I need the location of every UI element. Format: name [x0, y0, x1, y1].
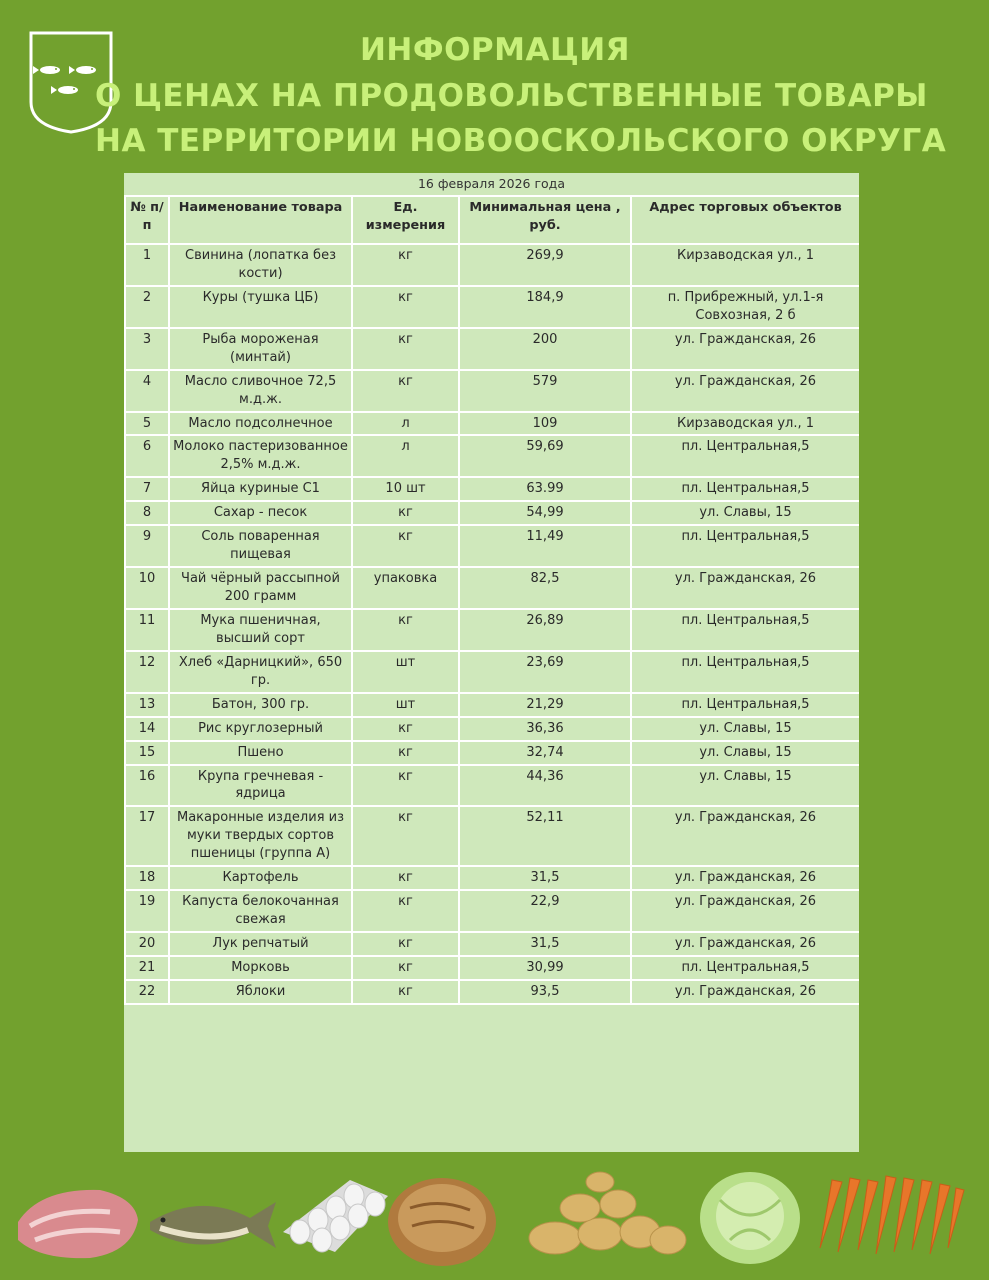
cell-num: 9 [125, 525, 169, 567]
cell-price: 269,9 [459, 244, 631, 286]
cell-price: 54,99 [459, 501, 631, 525]
header-unit: Ед. измерения [352, 196, 459, 244]
cell-address: пл. Центральная,5 [631, 609, 859, 651]
cell-name: Морковь [169, 956, 352, 980]
cell-unit: кг [352, 866, 459, 890]
cell-num: 3 [125, 328, 169, 370]
cell-num: 4 [125, 370, 169, 412]
cell-name: Мука пшеничная, высший сорт [169, 609, 352, 651]
table-row [125, 866, 859, 890]
cell-address: ул. Славы, 15 [631, 765, 859, 807]
cell-name: Масло сливочное 72,5 м.д.ж. [169, 370, 352, 412]
cell-unit: кг [352, 741, 459, 765]
cell-name: Батон, 300 гр. [169, 693, 352, 717]
cell-address: ул. Гражданская, 26 [631, 370, 859, 412]
cell-unit: кг [352, 286, 459, 328]
cell-price: 23,69 [459, 651, 631, 693]
cell-name: Молоко пастеризованное 2,5% м.д.ж. [169, 435, 352, 477]
cell-price: 30,99 [459, 956, 631, 980]
cabbage-icon [700, 1172, 800, 1264]
table-row [125, 244, 859, 286]
cell-address: пл. Центральная,5 [631, 525, 859, 567]
cell-name: Рыба мороженая (минтай) [169, 328, 352, 370]
header-address: Адрес торговых объектов [631, 196, 859, 244]
page-title-line-1: ИНФОРМАЦИЯ [359, 32, 631, 68]
cell-name: Капуста белокочанная свежая [169, 890, 352, 932]
cell-num: 13 [125, 693, 169, 717]
cell-num: 21 [125, 956, 169, 980]
cell-unit: шт [352, 651, 459, 693]
cell-num: 18 [125, 866, 169, 890]
cell-address: ул. Славы, 15 [631, 741, 859, 765]
cell-address: ул. Гражданская, 26 [631, 806, 859, 866]
cell-num: 16 [125, 765, 169, 807]
cell-num: 10 [125, 567, 169, 609]
cell-num: 8 [125, 501, 169, 525]
cell-address: ул. Гражданская, 26 [631, 866, 859, 890]
cell-num: 1 [125, 244, 169, 286]
cell-address: п. Прибрежный, ул.1-я Совхозная, 2 б [631, 286, 859, 328]
cell-name: Крупа гречневая - ядрица [169, 765, 352, 807]
table-row [125, 806, 859, 866]
table-row [125, 567, 859, 609]
cell-name: Хлеб «Дарницкий», 650 гр. [169, 651, 352, 693]
cell-unit: кг [352, 980, 459, 1004]
cell-num: 17 [125, 806, 169, 866]
table-body [125, 244, 859, 1004]
cell-address: пл. Центральная,5 [631, 651, 859, 693]
price-table [124, 195, 859, 1005]
cell-address: пл. Центральная,5 [631, 435, 859, 477]
cell-address: ул. Гражданская, 26 [631, 980, 859, 1004]
cell-num: 15 [125, 741, 169, 765]
cell-unit: упаковка [352, 567, 459, 609]
cell-unit: кг [352, 932, 459, 956]
cell-price: 31,5 [459, 932, 631, 956]
cell-num: 20 [125, 932, 169, 956]
table-row [125, 477, 859, 501]
cell-unit: кг [352, 525, 459, 567]
cell-name: Лук репчатый [169, 932, 352, 956]
cell-price: 21,29 [459, 693, 631, 717]
cell-address: пл. Центральная,5 [631, 956, 859, 980]
food-illustrations [0, 1160, 989, 1280]
cell-price: 109 [459, 412, 631, 436]
cell-address: ул. Славы, 15 [631, 501, 859, 525]
cell-price: 11,49 [459, 525, 631, 567]
cell-price: 36,36 [459, 717, 631, 741]
cell-num: 2 [125, 286, 169, 328]
cell-name: Соль поваренная пищевая [169, 525, 352, 567]
cell-name: Яйца куриные С1 [169, 477, 352, 501]
cell-price: 32,74 [459, 741, 631, 765]
cell-unit: кг [352, 328, 459, 370]
table-row [125, 717, 859, 741]
cell-name: Картофель [169, 866, 352, 890]
cell-address: ул. Гражданская, 26 [631, 890, 859, 932]
cell-unit: 10 шт [352, 477, 459, 501]
cell-name: Сахар - песок [169, 501, 352, 525]
table-row [125, 956, 859, 980]
cell-unit: кг [352, 370, 459, 412]
table-row [125, 741, 859, 765]
potatoes-icon [529, 1172, 686, 1254]
cell-name: Свинина (лопатка без кости) [169, 244, 352, 286]
cell-address: Кирзаводская ул., 1 [631, 412, 859, 436]
table-row [125, 980, 859, 1004]
cell-price: 579 [459, 370, 631, 412]
fish-icon [150, 1202, 276, 1248]
cell-unit: кг [352, 244, 459, 286]
table-row [125, 435, 859, 477]
eggs-icon [283, 1180, 388, 1252]
cell-address: ул. Гражданская, 26 [631, 328, 859, 370]
cell-address: Кирзаводская ул., 1 [631, 244, 859, 286]
table-row [125, 890, 859, 932]
carrots-icon [820, 1176, 964, 1254]
header-num: № п/п [125, 196, 169, 244]
cell-price: 52,11 [459, 806, 631, 866]
cell-num: 14 [125, 717, 169, 741]
page-title-line-2: О ЦЕНАХ НА ПРОДОВОЛЬСТВЕННЫЕ ТОВАРЫ [95, 78, 928, 114]
table-row [125, 501, 859, 525]
cell-name: Масло подсолнечное [169, 412, 352, 436]
cell-address: ул. Гражданская, 26 [631, 932, 859, 956]
table-row [125, 370, 859, 412]
table-row [125, 525, 859, 567]
cell-name: Пшено [169, 741, 352, 765]
table-row [125, 932, 859, 956]
cell-price: 26,89 [459, 609, 631, 651]
meat-icon [18, 1190, 138, 1258]
cell-address: ул. Гражданская, 26 [631, 567, 859, 609]
cell-unit: кг [352, 956, 459, 980]
table-row [125, 328, 859, 370]
cell-unit: кг [352, 717, 459, 741]
bread-icon [388, 1178, 496, 1266]
table-row [125, 609, 859, 651]
table-row [125, 412, 859, 436]
cell-price: 82,5 [459, 567, 631, 609]
cell-name: Яблоки [169, 980, 352, 1004]
cell-name: Макаронные изделия из муки твердых сортов пшеницы (группа А) [169, 806, 352, 866]
cell-num: 11 [125, 609, 169, 651]
cell-num: 5 [125, 412, 169, 436]
cell-num: 6 [125, 435, 169, 477]
cell-address: пл. Центральная,5 [631, 693, 859, 717]
page-title-line-3: НА ТЕРРИТОРИИ НОВООСКОЛЬСКОГО ОКРУГА [95, 123, 947, 159]
cell-num: 7 [125, 477, 169, 501]
cell-unit: кг [352, 806, 459, 866]
table-row [125, 651, 859, 693]
cell-num: 12 [125, 651, 169, 693]
cell-price: 44,36 [459, 765, 631, 807]
cell-unit: кг [352, 890, 459, 932]
cell-unit: кг [352, 501, 459, 525]
cell-name: Куры (тушка ЦБ) [169, 286, 352, 328]
cell-unit: кг [352, 765, 459, 807]
cell-name: Чай чёрный рассыпной 200 грамм [169, 567, 352, 609]
cell-num: 22 [125, 980, 169, 1004]
cell-num: 19 [125, 890, 169, 932]
table-header-row [125, 196, 859, 244]
cell-unit: л [352, 435, 459, 477]
cell-price: 31,5 [459, 866, 631, 890]
cell-unit: кг [352, 609, 459, 651]
cell-unit: шт [352, 693, 459, 717]
report-date: 16 февраля 2026 года [417, 176, 565, 191]
header-price: Минимальная цена , руб. [459, 196, 631, 244]
cell-price: 200 [459, 328, 631, 370]
table-row [125, 286, 859, 328]
cell-address: пл. Центральная,5 [631, 477, 859, 501]
table-row [125, 765, 859, 807]
cell-price: 59,69 [459, 435, 631, 477]
table-row [125, 693, 859, 717]
cell-price: 22,9 [459, 890, 631, 932]
cell-name: Рис круглозерный [169, 717, 352, 741]
cell-unit: л [352, 412, 459, 436]
cell-price: 93,5 [459, 980, 631, 1004]
cell-address: ул. Славы, 15 [631, 717, 859, 741]
cell-price: 184,9 [459, 286, 631, 328]
price-table-container [124, 173, 859, 1152]
cell-price: 63.99 [459, 477, 631, 501]
header-name: Наименование товара [169, 196, 352, 244]
